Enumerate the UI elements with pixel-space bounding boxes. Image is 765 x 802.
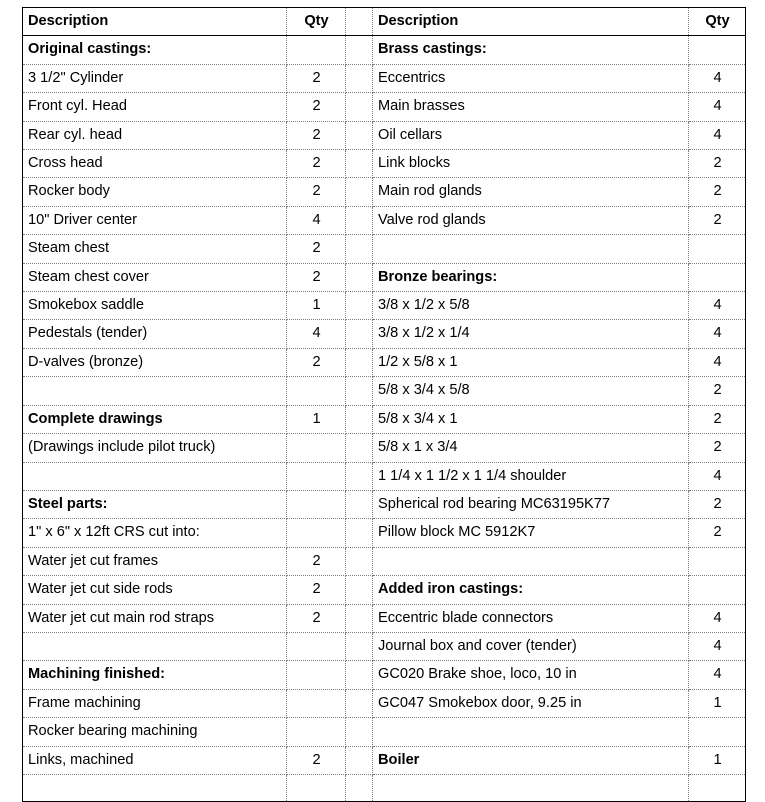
table-row — [23, 150, 746, 178]
cell-qty-left: 2 — [287, 604, 346, 632]
cell-description-right: GC020 Brake shoe, loco, 10 in — [373, 661, 689, 689]
table-header-row — [23, 8, 746, 36]
cell-description-right — [373, 774, 689, 801]
cell-description-right — [373, 547, 689, 575]
cell-description-left: Smokebox saddle — [23, 292, 287, 320]
column-header-qty-left: Qty — [287, 8, 346, 36]
cell-description-left: Links, machined — [23, 746, 287, 774]
cell-qty-left: 2 — [287, 121, 346, 149]
cell-description-right: Eccentric blade connectors — [373, 604, 689, 632]
cell-spacer — [346, 547, 373, 575]
cell-description-right: 5/8 x 3/4 x 1 — [373, 405, 689, 433]
parts-list-sheet — [22, 7, 745, 802]
table-row — [23, 348, 746, 376]
cell-description-right: Bronze bearings: — [373, 263, 689, 291]
cell-spacer — [346, 405, 373, 433]
cell-spacer — [346, 206, 373, 234]
cell-qty-left — [287, 718, 346, 746]
cell-spacer — [346, 774, 373, 801]
cell-qty-left: 2 — [287, 150, 346, 178]
cell-qty-right: 4 — [689, 292, 746, 320]
cell-qty-right: 4 — [689, 632, 746, 660]
table-row — [23, 434, 746, 462]
cell-qty-left: 2 — [287, 547, 346, 575]
table-row — [23, 689, 746, 717]
cell-spacer — [346, 292, 373, 320]
cell-qty-right — [689, 36, 746, 64]
cell-qty-right — [689, 235, 746, 263]
cell-qty-left: 2 — [287, 64, 346, 92]
cell-description-left: Frame machining — [23, 689, 287, 717]
cell-description-left: Steam chest — [23, 235, 287, 263]
table-row — [23, 405, 746, 433]
cell-description-right: Oil cellars — [373, 121, 689, 149]
cell-description-left: 1" x 6" x 12ft CRS cut into: — [23, 519, 287, 547]
cell-description-left: Rocker body — [23, 178, 287, 206]
cell-qty-left — [287, 490, 346, 518]
cell-description-left: Rocker bearing machining — [23, 718, 287, 746]
cell-description-right: 1 1/4 x 1 1/2 x 1 1/4 shoulder — [373, 462, 689, 490]
cell-qty-right: 4 — [689, 348, 746, 376]
cell-qty-left: 2 — [287, 235, 346, 263]
cell-qty-right — [689, 576, 746, 604]
cell-qty-left: 4 — [287, 320, 346, 348]
cell-qty-right: 2 — [689, 490, 746, 518]
cell-qty-right — [689, 263, 746, 291]
parts-table — [22, 7, 746, 802]
table-row — [23, 320, 746, 348]
cell-qty-right: 4 — [689, 462, 746, 490]
cell-qty-right: 2 — [689, 519, 746, 547]
table-row — [23, 547, 746, 575]
cell-qty-left — [287, 36, 346, 64]
table-row — [23, 121, 746, 149]
cell-qty-right: 4 — [689, 93, 746, 121]
cell-qty-left: 1 — [287, 405, 346, 433]
column-spacer-header — [346, 8, 373, 36]
cell-qty-left: 1 — [287, 292, 346, 320]
cell-qty-left: 2 — [287, 746, 346, 774]
cell-spacer — [346, 462, 373, 490]
cell-description-right: GC047 Smokebox door, 9.25 in — [373, 689, 689, 717]
table-row — [23, 774, 746, 801]
cell-description-right: Pillow block MC 5912K7 — [373, 519, 689, 547]
table-row — [23, 206, 746, 234]
cell-spacer — [346, 632, 373, 660]
table-row — [23, 178, 746, 206]
cell-spacer — [346, 348, 373, 376]
cell-description-left: Original castings: — [23, 36, 287, 64]
cell-spacer — [346, 490, 373, 518]
cell-description-left — [23, 774, 287, 801]
table-row — [23, 576, 746, 604]
cell-qty-right: 1 — [689, 689, 746, 717]
table-row — [23, 462, 746, 490]
cell-spacer — [346, 64, 373, 92]
cell-description-right: 5/8 x 1 x 3/4 — [373, 434, 689, 462]
cell-qty-left: 2 — [287, 93, 346, 121]
table-row — [23, 36, 746, 64]
cell-description-left: Rear cyl. head — [23, 121, 287, 149]
cell-description-right: 3/8 x 1/2 x 5/8 — [373, 292, 689, 320]
cell-description-right: Boiler — [373, 746, 689, 774]
cell-qty-left — [287, 377, 346, 405]
table-row — [23, 64, 746, 92]
cell-qty-right: 2 — [689, 150, 746, 178]
cell-description-left — [23, 377, 287, 405]
cell-qty-left — [287, 462, 346, 490]
cell-spacer — [346, 377, 373, 405]
cell-qty-right: 4 — [689, 121, 746, 149]
table-row — [23, 235, 746, 263]
cell-spacer — [346, 93, 373, 121]
cell-description-right: 5/8 x 3/4 x 5/8 — [373, 377, 689, 405]
cell-description-right: Main rod glands — [373, 178, 689, 206]
table-row — [23, 377, 746, 405]
cell-qty-right: 4 — [689, 604, 746, 632]
cell-description-left: (Drawings include pilot truck) — [23, 434, 287, 462]
column-header-description-right: Description — [373, 8, 689, 36]
cell-description-right: Brass castings: — [373, 36, 689, 64]
cell-spacer — [346, 121, 373, 149]
cell-qty-right: 1 — [689, 746, 746, 774]
table-row — [23, 604, 746, 632]
cell-qty-left: 2 — [287, 576, 346, 604]
cell-description-right: Link blocks — [373, 150, 689, 178]
cell-qty-right: 2 — [689, 405, 746, 433]
cell-spacer — [346, 178, 373, 206]
table-row — [23, 93, 746, 121]
cell-description-left: Cross head — [23, 150, 287, 178]
cell-description-right: Valve rod glands — [373, 206, 689, 234]
cell-description-left — [23, 462, 287, 490]
table-row — [23, 292, 746, 320]
table-row — [23, 519, 746, 547]
table-row — [23, 632, 746, 660]
cell-qty-right: 2 — [689, 377, 746, 405]
cell-spacer — [346, 36, 373, 64]
cell-qty-left — [287, 519, 346, 547]
cell-qty-left — [287, 632, 346, 660]
cell-spacer — [346, 689, 373, 717]
cell-spacer — [346, 519, 373, 547]
cell-description-left: 10" Driver center — [23, 206, 287, 234]
cell-qty-left — [287, 434, 346, 462]
cell-description-right — [373, 718, 689, 746]
cell-qty-right: 4 — [689, 661, 746, 689]
cell-description-left: Steel parts: — [23, 490, 287, 518]
cell-description-right: Main brasses — [373, 93, 689, 121]
cell-description-left: Water jet cut main rod straps — [23, 604, 287, 632]
cell-qty-right: 4 — [689, 320, 746, 348]
cell-description-left: Machining finished: — [23, 661, 287, 689]
table-row — [23, 490, 746, 518]
cell-description-left: Pedestals (tender) — [23, 320, 287, 348]
column-header-description-left: Description — [23, 8, 287, 36]
cell-spacer — [346, 150, 373, 178]
table-row — [23, 263, 746, 291]
cell-qty-left: 4 — [287, 206, 346, 234]
cell-description-left — [23, 632, 287, 660]
cell-description-right: Added iron castings: — [373, 576, 689, 604]
cell-spacer — [346, 661, 373, 689]
cell-qty-right: 2 — [689, 178, 746, 206]
cell-spacer — [346, 576, 373, 604]
cell-description-right: 3/8 x 1/2 x 1/4 — [373, 320, 689, 348]
cell-qty-left — [287, 689, 346, 717]
cell-spacer — [346, 718, 373, 746]
cell-description-right: Spherical rod bearing MC63195K77 — [373, 490, 689, 518]
cell-description-left: Water jet cut side rods — [23, 576, 287, 604]
column-header-qty-right: Qty — [689, 8, 746, 36]
cell-qty-right — [689, 718, 746, 746]
cell-description-right — [373, 235, 689, 263]
cell-qty-left: 2 — [287, 263, 346, 291]
table-row — [23, 718, 746, 746]
cell-qty-right — [689, 774, 746, 801]
cell-qty-left: 2 — [287, 348, 346, 376]
table-row — [23, 746, 746, 774]
cell-spacer — [346, 263, 373, 291]
cell-description-right: Eccentrics — [373, 64, 689, 92]
cell-qty-left: 2 — [287, 178, 346, 206]
cell-description-right: 1/2 x 5/8 x 1 — [373, 348, 689, 376]
cell-description-left: D-valves (bronze) — [23, 348, 287, 376]
cell-qty-right: 2 — [689, 434, 746, 462]
cell-description-left: Water jet cut frames — [23, 547, 287, 575]
cell-qty-right: 2 — [689, 206, 746, 234]
cell-spacer — [346, 746, 373, 774]
cell-spacer — [346, 235, 373, 263]
cell-spacer — [346, 434, 373, 462]
cell-qty-left — [287, 661, 346, 689]
cell-description-left: Complete drawings — [23, 405, 287, 433]
cell-qty-right: 4 — [689, 64, 746, 92]
table-row — [23, 661, 746, 689]
cell-qty-right — [689, 547, 746, 575]
cell-description-right: Journal box and cover (tender) — [373, 632, 689, 660]
cell-description-left: Steam chest cover — [23, 263, 287, 291]
cell-spacer — [346, 320, 373, 348]
cell-qty-left — [287, 774, 346, 801]
cell-spacer — [346, 604, 373, 632]
cell-description-left: Front cyl. Head — [23, 93, 287, 121]
cell-description-left: 3 1/2" Cylinder — [23, 64, 287, 92]
